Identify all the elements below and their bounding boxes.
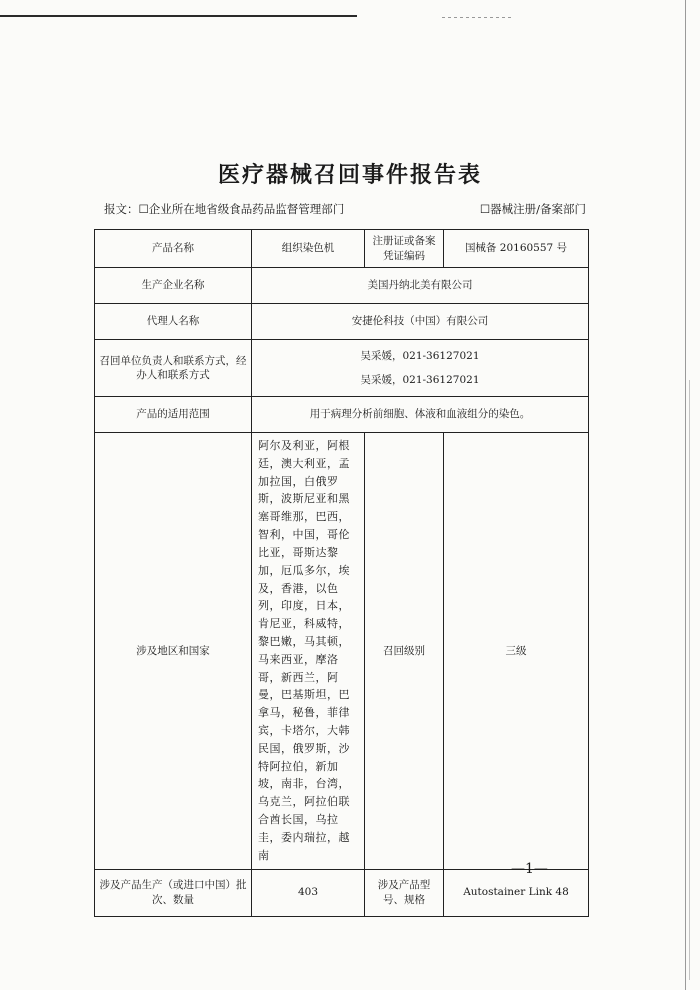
recall-level-value: 三级	[444, 433, 589, 870]
regions-label: 涉及地区和国家	[95, 433, 252, 870]
table-row	[95, 268, 589, 304]
scan-artifact-dash	[442, 17, 512, 18]
manufacturer-value: 美国丹纳北美有限公司	[252, 268, 589, 304]
scope-label: 产品的适用范围	[95, 397, 252, 433]
table-row	[95, 340, 589, 397]
model-value: Autostainer Link 48	[444, 869, 589, 916]
table-row	[95, 304, 589, 340]
table-row	[95, 397, 589, 433]
submit-to-registration: ☐器械注册/备案部门	[479, 202, 586, 216]
recall-level-label: 召回级别	[365, 433, 444, 870]
reg-cert-value: 国械备 20160557 号	[444, 230, 589, 268]
contact-person-2: 吴采媛，021-36127021	[360, 374, 480, 386]
scan-artifact-edge	[685, 0, 686, 990]
product-name-label: 产品名称	[95, 230, 252, 268]
submit-to-provincial: 报文：☐企业所在地省级食品药品监督管理部门	[104, 202, 345, 216]
contact-value	[252, 340, 589, 397]
submit-to-line	[104, 201, 586, 217]
batch-label: 涉及产品生产（或进口中国）批次、数量	[95, 869, 252, 916]
table-row	[95, 433, 589, 870]
product-name-value: 组织染色机	[252, 230, 365, 268]
contact-person-1: 吴采媛，021-36127021	[360, 349, 480, 362]
table-row	[95, 230, 589, 268]
page-number: —1—	[511, 861, 548, 877]
regions-value: 阿尔及利亚，阿根廷，澳大利亚，孟加拉国，白俄罗斯，波斯尼亚和黑塞哥维那，巴西，智利，中国，哥伦比亚，哥斯达黎加，厄瓜多尔，埃及，香港，以色列，印度，日本，肯尼亚，科威特，黎巴嫩，马其顿，马来西亚，摩洛哥，新西兰，阿曼，巴基斯坦，巴拿马，秘鲁，菲律宾，卡塔尔，大韩民国，俄罗斯，沙特阿拉伯，新加坡，南非，台湾，乌克兰，阿拉伯联合酋长国，乌拉圭，委内瑞拉，越南	[252, 433, 365, 870]
agent-value: 安捷伦科技（中国）有限公司	[252, 304, 589, 340]
recall-report-table	[94, 229, 589, 917]
agent-label: 代理人名称	[95, 304, 252, 340]
document-title: 医疗器械召回事件报告表	[217, 162, 482, 188]
batch-value: 403	[252, 869, 365, 916]
scope-value: 用于病理分析前细胞、体液和血液组分的染色。	[252, 397, 589, 433]
reg-cert-label: 注册证或备案凭证编码	[365, 230, 444, 268]
manufacturer-label: 生产企业名称	[95, 268, 252, 304]
contact-label: 召回单位负责人和联系方式，经办人和联系方式	[95, 340, 252, 397]
scan-artifact-edge-2	[689, 380, 690, 980]
scan-artifact-line	[0, 15, 357, 17]
model-label: 涉及产品型号、规格	[365, 869, 444, 916]
